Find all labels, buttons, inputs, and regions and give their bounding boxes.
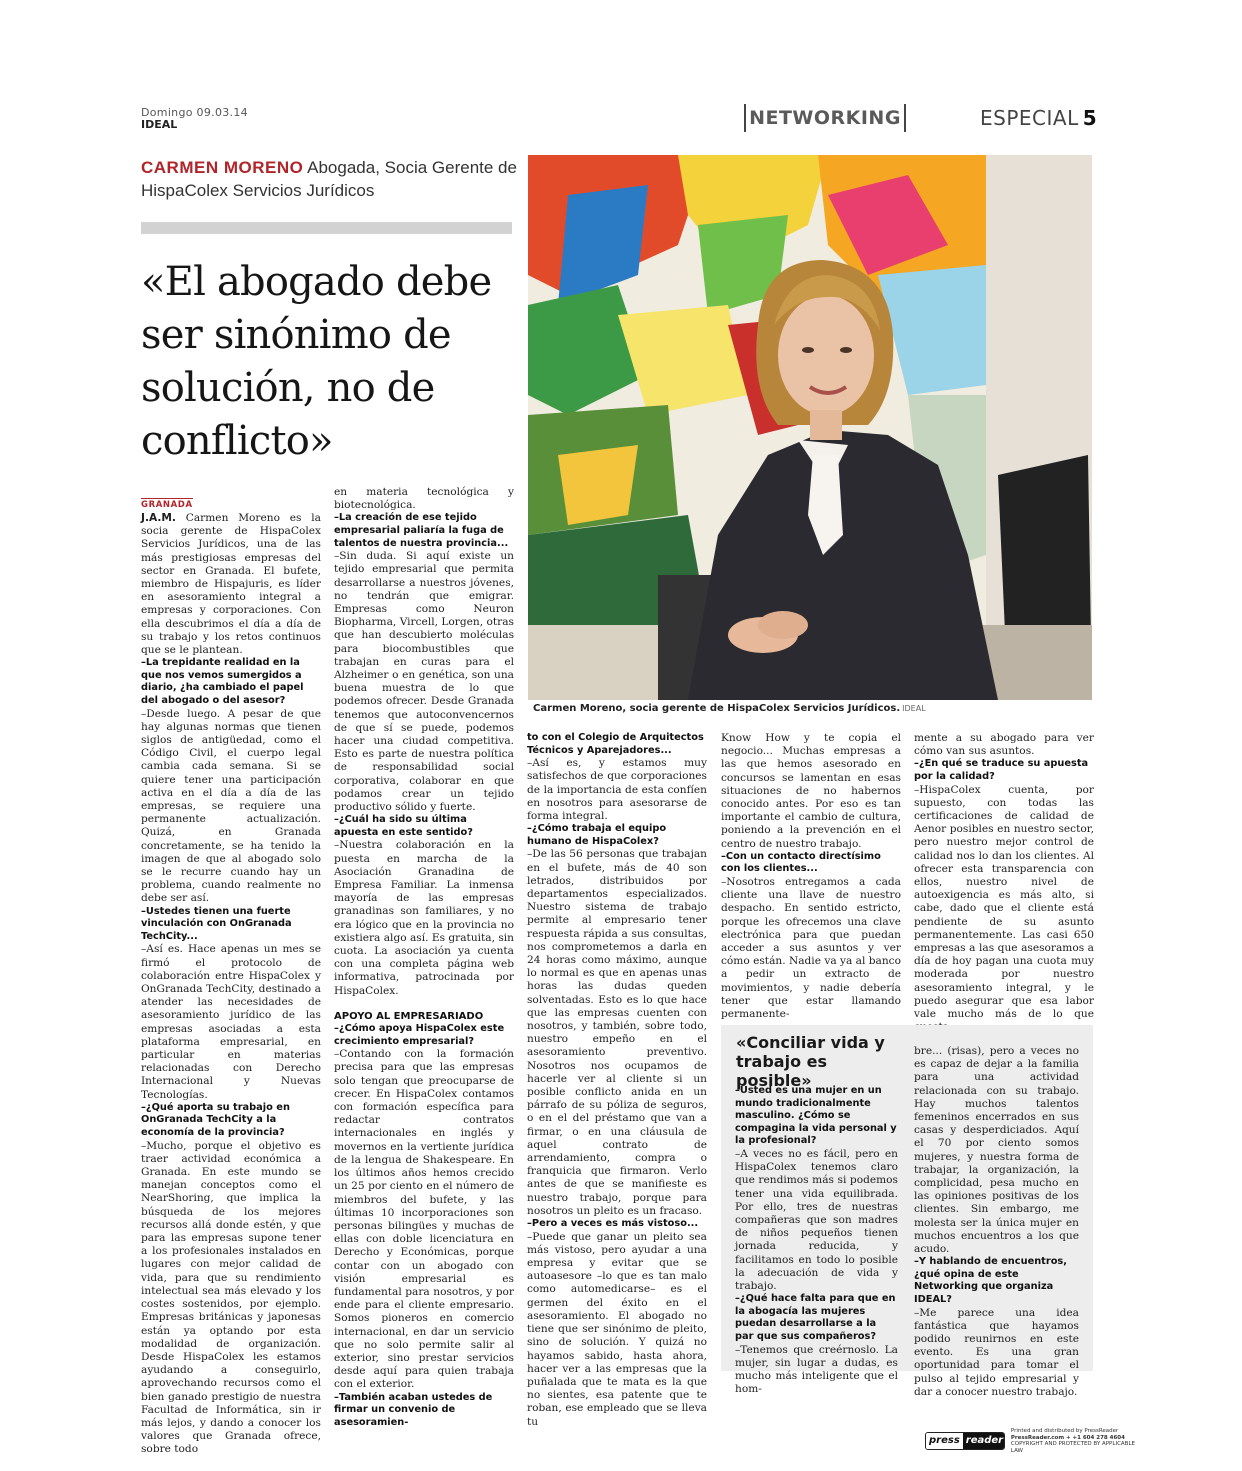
location-tag: GRANADA (141, 500, 193, 510)
answer: –Mucho, porque el objetivo es traer actividad económica a Granada. En este mundo se manejan conceptos como el NearShoring, que implica la búsqueda de los mejores recursos allá donde estén, y que para las empresas supone tener a los profesionales instalados en lugares con mejor calidad de vida, para que su rendimiento intelectual sea más elevado y los costes sostenidos, por ejemplo. Empresas británicas y japonesas están ya optando por esta modalidad de organización. Desde HispaColex les estamos ayudando a conseguirlo, aprovechando recursos como el bien ganado prestigio de nuestra Facultad de Informática, sin ir más lejos, y dando a conocer los valores que Granada ofrece, sobre todo (141, 1139, 321, 1456)
question: –También acaban ustedes de firmar un convenio de asesoramien- (334, 1391, 493, 1428)
answer: –Así es, y estamos muy satisfechos de que corporaciones de la importancia de esta confíen en nosotros para asesorarse de forma integral. (527, 757, 707, 822)
answer: –Me parece una idea fantástica que hayamos podido reunirnos en este evento. Es una gran oportunidad para tomar el pulso al tejido empresarial y dar a conocer nuestro trabajo. (914, 1306, 1079, 1398)
logo-part-b: reader (963, 1433, 1005, 1449)
question: –Ustedes tienen una fuerte vinculación con OnGranada TechCity... (141, 905, 292, 942)
question: –Y hablando de encuentros, ¿qué opina de este Networking que organiza IDEAL? (914, 1256, 1067, 1306)
question: –¿Qué aporta su trabajo en OnGranada TechCity a la economía de la provincia? (141, 1101, 290, 1139)
answer: –De las 56 personas que trabajan en el bufete, más de 40 son letrados, distribuidos por departamentos especializados. Nuestro sistema de trabajo permite al empresario tener respuesta rápida a sus consultas, nos comprometemos a darla en 24 horas como máximo, aunque lo normal es que en apenas unas horas las dudas queden solventadas. Esto es lo que hace que las empresas cuenten con nosotros, y también, sobre todo, nuestro empeño en el asesoramiento preventivo. Nosotros nos ocupamos de hacerle ver al cliente si un posible conflicto anida en un párrafo de su póliza de seguros, o en el del préstamo que van a firmar, o en una cláusula de aquel contrato de arrendamiento, compra o franquicia que firmaron. Verlo antes de que se manifieste es nuestro trabajo, porque para nosotros un pleito es un fracaso. (527, 848, 707, 1217)
pressreader-notice (1011, 1428, 1145, 1454)
question: –La trepidante realidad en la que nos vemos sumergidos a diario, ¿ha cambiado el papel del abogado o del asesor? (141, 657, 304, 707)
special-text: ESPECIAL (980, 106, 1079, 130)
headline: «El abogado debe ser sinónimo de solución, no de conflicto» (141, 259, 492, 464)
intro-text: Carmen Moreno es la socia gerente de HispaColex Servicios Jurídicos, una de las más prestigiosas empresas del sector en Granada. El bufete, miembro de Hispajuris, es líder en asesoramiento integral a empresas y corporaciones. Con ella descubrimos el día a día de su trabajo y los retos continuos que se le plantean. (141, 512, 321, 657)
special-label (980, 106, 1097, 130)
question: –¿Qué hace falta para que en la abogacía las mujeres puedan desarrollarse a la par que sus compañeros? (735, 1293, 896, 1342)
intro-paragraph (141, 512, 321, 657)
publication-name: IDEAL (141, 118, 178, 131)
question: to con el Colegio de Arquitectos Técnicos y Aparejadores... (527, 732, 704, 756)
divider-bar (141, 222, 512, 234)
answer: mente a su abogado para ver cómo van sus asuntos. (914, 732, 1094, 758)
byline (141, 156, 521, 202)
page-number: 5 (1082, 106, 1098, 130)
notice-line-3: COPYRIGHT AND PROTECTED BY APPLICABLE LAW (1010, 1441, 1135, 1454)
byline-role: Abogada, Socia Gerente de HispaColex Servicios Jurídicos (141, 158, 517, 200)
answer: –A veces no es fácil, pero en HispaColex tenemos claro que rendimos más si podemos tener una vida equilibrada. Por ello, tres de nuestras compañeras que son madres de niños pequeños tienen jornada reducida, y facilitamos en todo lo posible la adecuación de vida y trabajo. (735, 1147, 898, 1292)
sidebar-column-2 (914, 1045, 1079, 1399)
question: –¿Cómo trabaja el equipo humano de HispaColex? (527, 823, 667, 847)
caption-text: Carmen Moreno, socia gerente de HispaColex Servicios Jurídicos. (533, 703, 901, 714)
answer: –Nosotros entregamos a cada cliente una llave de nuestro despacho. En sentido estricto, porque les ofrecemos una clave electrónica para que puedan acceder a sus asuntos y ver cómo están. Nadie va ya al banco a pedir un extracto de movimientos, y nadie debería tener que estar llamando permanente- (721, 876, 901, 1021)
article-column-5 (914, 732, 1094, 1034)
article-column-4 (721, 732, 901, 1021)
portrait-illustration (528, 155, 1092, 700)
section-label (744, 104, 906, 132)
answer: –Contando con la formación precisa para que las empresas solo tengan que preocuparse de crecer. En HispaColex contamos con formación específica para redactar contratos internacionales en inglés y movernos en la vertiente jurídica de la lengua de Shakespeare. En los últimos años hemos crecido un 25 por ciento en el número de miembros del bufete, y las últimas 10 incorporaciones son personas bilingües y muchas de ellas con doble licenciatura en Derecho y Económicas, porque contar con un abogado con visión empresarial es fundamental para nosotros, y por ende para el cliente empresario. Somos pioneros en comercio internacional, en dar un servicio que no solo permite salir al exterior, sino prestar servicios desde aquí para quien trabaja con el exterior. (334, 1048, 514, 1391)
question: –Usted es una mujer en un mundo tradicionalmente masculino. ¿Cómo se compagina la vida personal y la profesional? (735, 1085, 897, 1147)
question: –Con un contacto directísimo con los clientes... (721, 850, 881, 875)
section-text: NETWORKING (749, 107, 901, 129)
sidebar-column-1 (735, 1085, 898, 1396)
photo-credit: IDEAL (902, 704, 926, 713)
answer: –HispaColex cuenta, por supuesto, con todas las certificaciones de calidad de Aenor posibles en nuestro sector, pero nuestro mejor control de calidad nos lo dan los clientes. Al ofrecer esta transparencia con ellos, nuestro nivel de autoexigencia es más alto, si cabe, dado que el cliente está pendiente de su asunto permanentemente. Las casi 650 empresas a las que asesoramos a día de hoy pagan una cuota muy moderada por nuestro asesoramiento integral, y le puedo asegurar que esa labor vale mucho más de lo que (914, 783, 1094, 1021)
pressreader-footer (925, 1428, 1145, 1454)
author-initials: J.A.M. (141, 512, 176, 524)
answer: –Puede que ganar un pleito sea más vistoso, pero ayudar a una empresa y evitar que se autoasesore –lo que es tan malo como automedicarse– es el germen del éxito en el asesoramiento. El abogado no tiene que ser sinónimo de pleito, sino de solución. Y quizá no hayamos sabido, hasta ahora, hacer ver a las empresas que la puñalada que te mata es la que no sientes, esa patente que te roban, ese empleado que se lleva tu (527, 1230, 707, 1428)
sidebar-title: «Conciliar vida y trabajo es posible» (736, 1033, 885, 1090)
portrait-photo (528, 155, 1092, 700)
question: –Pero a veces es más vistoso... (527, 1218, 699, 1230)
question: –¿En qué se traduce su apuesta por la calidad? (914, 758, 1089, 782)
notice-line-1: Printed and distributed by PressReader (1010, 1428, 1119, 1434)
subheading: APOYO AL EMPRESARIADO (334, 1010, 484, 1022)
answer: –Así es. Hace apenas un mes se firmó el protocolo de colaboración entre HispaColex y OnGranada TechCity, destinado a atender las necesidades de asesoramiento jurídico de las empresas asociadas a esta plataforma empresarial, en particular en materias relacionadas con Derecho Internacional y Nuevas Tecnologías. (141, 943, 321, 1101)
article-column-1 (141, 498, 321, 1457)
notice-line-2: PressReader.com + +1 604 278 4604 (1010, 1434, 1125, 1441)
answer: –Tenemos que creérnoslo. La mujer, sin lugar a dudas, es mucho más inteligente que el hom- (735, 1343, 898, 1396)
question: –¿Cómo apoya HispaColex este crecimiento empresarial? (334, 1023, 505, 1047)
question: –La creación de ese tejido empresarial paliaría la fuga de talentos de nuestra provincia... (334, 512, 509, 549)
answer: –Sin duda. Si aquí existe un tejido empresarial que permita desarrollarse a nuestros jóvenes, no tendrán que emigrar. Empresas como Neuron Biopharma, Vircell, Lorgen, otras que han descubierto moléculas para biocombustibles que trabajan en curas para el Alzheimer o en genética, son una buena muestra de lo que podemos ofrecer. Desde Granada tenemos que autoconvencernos de que sí se puede, podemos hacer una ciudad competitiva. Esto es parte de nuestra política de responsabilidad social corporativa, colaborar en que podamos crear un tejido productivo sólido y fuerte. (334, 550, 514, 814)
answer: en materia tecnológica y biotecnológica. (334, 486, 514, 512)
logo-part-a: press (926, 1433, 963, 1449)
answer: –Desde luego. A pesar de que hay algunas normas que tienen siglos de antigüedad, como el Código Civil, el cuerpo legal cambia cada semana. Si se quiere tener una participación activa en el día a día de las empresas, se requiere una permanente actualización. Quizá, en Granada concretamente, se ha tenido la imagen de que al abogado solo se le recurre cuando hay un problema, cuando realmente no debe ser así. (141, 707, 321, 905)
article-column-2 (334, 486, 514, 1429)
byline-name: CARMEN MORENO (141, 158, 304, 177)
answer: bre... (risas), pero a veces no es capaz de dejar a la familia para una actividad relacionada con su trabajo. Hay muchos talentos femeninos encerrados en sus casas y desperdiciados. Aquí el 70 por ciento somos mujeres, y nuestra forma de trabajar, la organización, la complicidad, pesa mucho en las opiniones positivas de los clientes. Sin embargo, me molesta ser la única mujer en muchos encuentros a los que acudo. (914, 1045, 1079, 1256)
article-column-3 (527, 732, 707, 1429)
answer: –Nuestra colaboración en la puesta en marcha de la Asociación Granadina de Empresa Familiar. La inmensa mayoría de las empresas granadinas son familiares, y no era lógico que en la provincia no existiera algo así. Es gratuita, sin cuota. La asociación ya cuenta con una completa página web informativa, patrocinada por HispaColex. (334, 839, 514, 997)
photo-caption (533, 703, 1093, 714)
pressreader-logo (925, 1432, 1005, 1450)
issue-date: Domingo 09.03.14 (141, 106, 248, 119)
answer: Know How y te copia el negocio... Muchas empresas a las que hemos asesorado en concursos se lamentan en esas situaciones de no habernos conocido antes. Por eso es tan importante el cambio de cultura, poniendo a la prevención en el centro de nuestro trabajo. (721, 732, 901, 850)
question: –¿Cuál ha sido su última apuesta en este sentido? (334, 814, 473, 838)
